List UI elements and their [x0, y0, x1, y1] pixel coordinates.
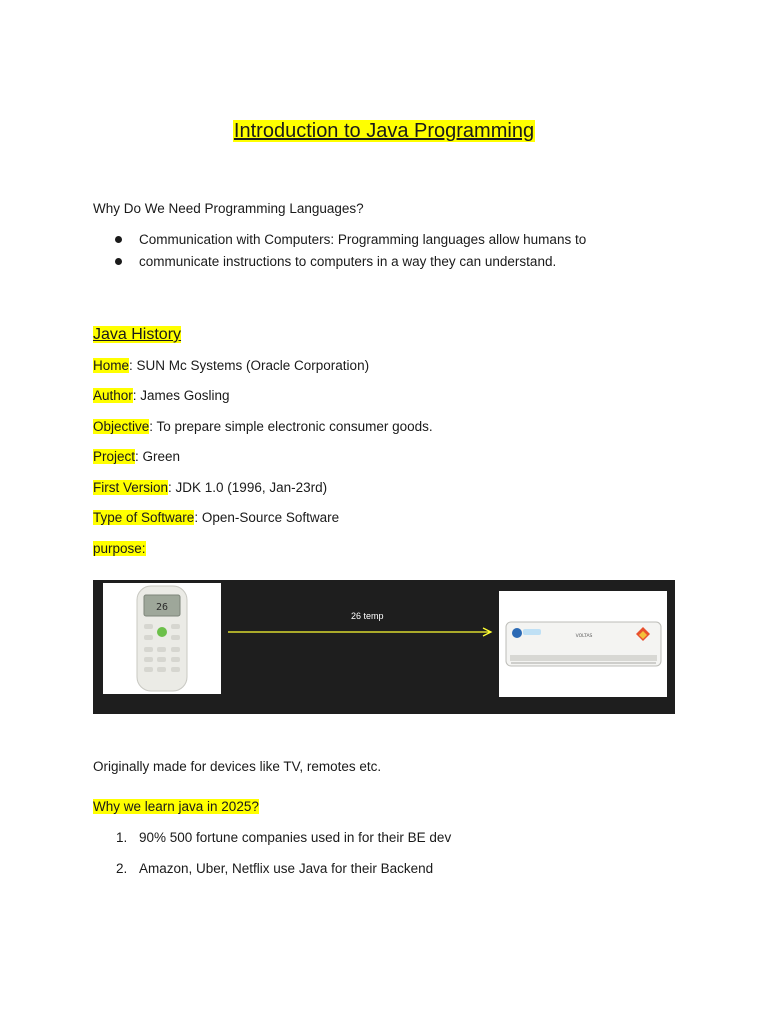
bullet-icon [115, 231, 123, 239]
fact-first-version [93, 479, 327, 497]
purpose-label-text: purpose: [93, 541, 146, 556]
why-heading: Why Do We Need Programming Languages? [93, 201, 364, 216]
fact-label: First Version [93, 480, 169, 495]
bullet-text-2: communicate instructions to computers in a way they can understand. [139, 254, 557, 269]
arrow-label: 26 temp [351, 611, 384, 621]
bullet-text-1: Communication with Computers: Programming languages allow humans to [139, 232, 587, 247]
fact-label: Author [93, 388, 133, 403]
fact-type-of-software [93, 509, 339, 527]
fact-home [93, 357, 369, 375]
fact-label: Type of Software [93, 510, 195, 525]
bullet-icon [115, 253, 123, 261]
list-number: 1. [116, 830, 128, 845]
fact-label: Project [93, 449, 136, 464]
remote-control-icon [103, 583, 221, 694]
fact-author [93, 387, 230, 405]
fact-value: : James Gosling [132, 388, 230, 403]
fact-value: : Open-Source Software [194, 510, 340, 525]
history-heading [93, 325, 181, 345]
list-number: 2. [116, 861, 128, 876]
page-title [0, 118, 768, 144]
purpose-label [93, 540, 146, 558]
ac-image-panel [499, 591, 667, 697]
fact-value: : To prepare simple electronic consumer goods. [149, 419, 433, 434]
fact-label: Objective [93, 419, 150, 434]
fact-value: : SUN Mc Systems (Oracle Corporation) [129, 358, 370, 373]
remote-image-panel [103, 583, 221, 694]
fact-value: : JDK 1.0 (1996, Jan-23rd) [168, 480, 328, 495]
fact-objective [93, 418, 433, 436]
origin-text: Originally made for devices like TV, remotes etc. [93, 759, 382, 774]
arrow-icon [226, 620, 498, 644]
history-heading-text: Java History [93, 326, 182, 343]
ac-brand-text: VOLTAS [575, 634, 593, 639]
remote-display-text: 26 [155, 602, 169, 613]
fact-label: Home [93, 358, 130, 373]
reason-text-1: 90% 500 fortune companies used in for their BE dev [139, 830, 452, 845]
page-title-text: Introduction to Java Programming [233, 120, 535, 142]
fact-value: : Green [135, 449, 181, 464]
why-learn-heading-text: Why we learn java in 2025? [93, 799, 259, 814]
reason-text-2: Amazon, Uber, Netflix use Java for their Backend [139, 861, 434, 876]
remote-to-ac-figure [93, 580, 675, 714]
fact-project [93, 448, 180, 466]
why-learn-heading [93, 798, 259, 816]
air-conditioner-icon [499, 591, 667, 697]
